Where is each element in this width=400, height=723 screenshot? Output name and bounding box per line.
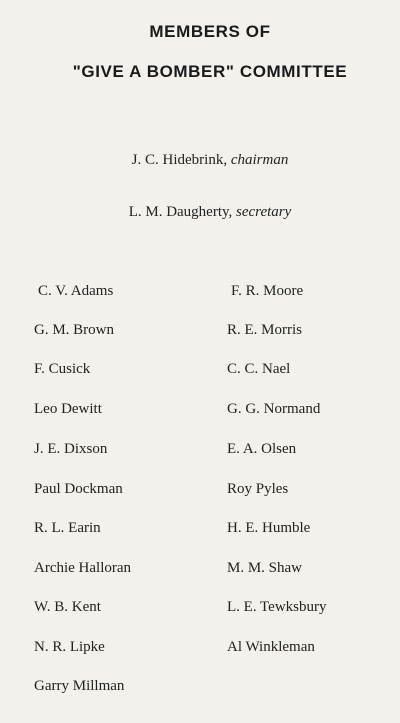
officer-role: secretary [236, 204, 292, 220]
member-name: R. E. Morris [227, 322, 302, 338]
member-name: Paul Dockman [34, 481, 123, 497]
member-name: Roy Pyles [227, 481, 289, 497]
member-name: Al Winkleman [227, 639, 315, 655]
officer-role: chairman [230, 152, 289, 168]
officer-chairman [0, 152, 400, 169]
heading-line-1: MEMBERS OF [149, 22, 271, 41]
member-name: Leo Dewitt [34, 401, 102, 417]
member-name: Archie Halloran [34, 560, 132, 576]
member-name: C. V. Adams [38, 283, 114, 299]
member-name: G. G. Normand [227, 401, 321, 417]
member-name: F. Cusick [34, 361, 91, 377]
member-name: L. E. Tewksbury [227, 599, 327, 615]
member-name: R. L. Earin [34, 520, 101, 536]
member-name: H. E. Humble [227, 520, 311, 536]
officer-secretary [0, 204, 400, 221]
member-name: C. C. Nael [227, 361, 291, 377]
member-name: E. A. Olsen [227, 441, 297, 457]
officer-name: J. C. Hidebrink, [131, 152, 228, 168]
member-name: M. M. Shaw [227, 560, 303, 576]
member-name: N. R. Lipke [34, 639, 105, 655]
member-name: Garry Millman [34, 678, 125, 694]
member-name: G. M. Brown [34, 322, 115, 338]
member-name: F. R. Moore [231, 283, 304, 299]
heading-line-2: "GIVE A BOMBER" COMMITTEE [72, 62, 348, 81]
member-name: W. B. Kent [34, 599, 101, 615]
officer-name: L. M. Daugherty, [128, 204, 233, 220]
member-name: J. E. Dixson [34, 441, 108, 457]
